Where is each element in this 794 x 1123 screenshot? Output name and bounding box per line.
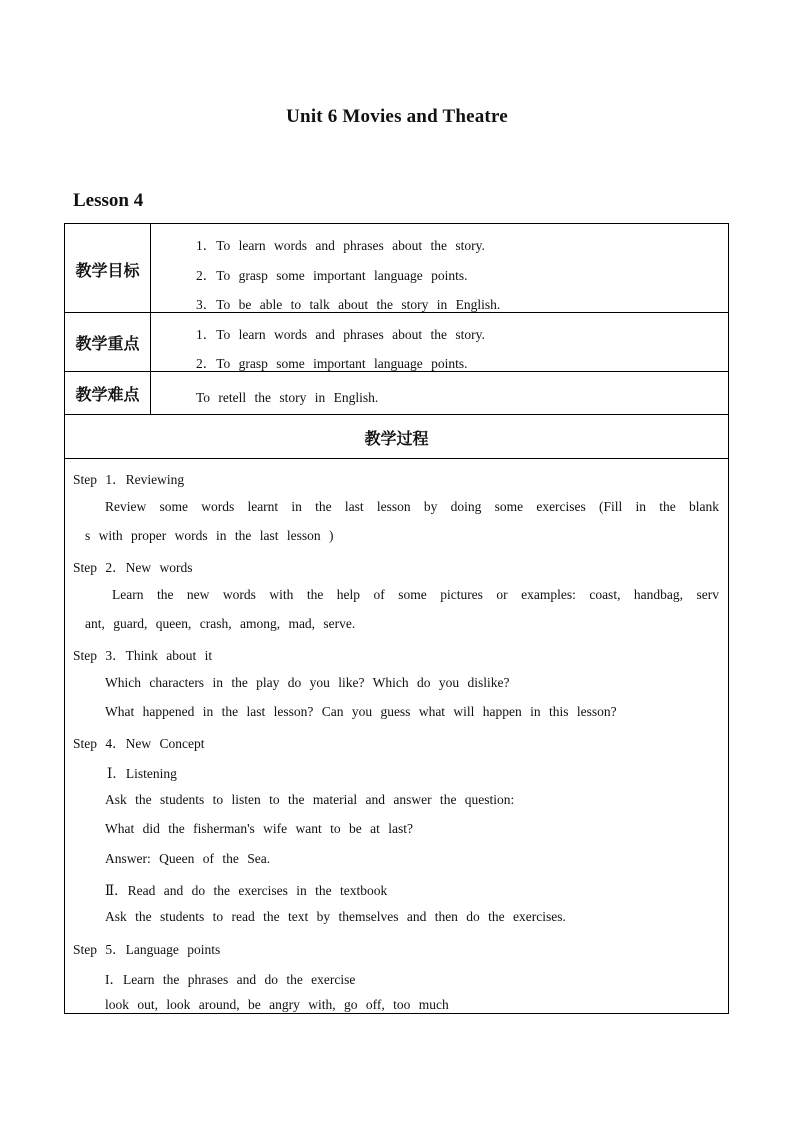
step-heading: Step 1．Reviewing <box>73 472 185 487</box>
process-line: Which characters in the play do you like? Which do you dislike? <box>105 675 510 690</box>
column-divider <box>150 224 151 414</box>
document-title: Unit 6 Movies and Theatre <box>286 106 508 127</box>
difficulty-label: 教学难点 <box>75 385 140 404</box>
step-heading: Step 5．Language points <box>73 942 221 957</box>
goal-item: 2．To grasp some important language points. <box>196 268 468 283</box>
step-heading: Step 4．New Concept <box>73 736 205 751</box>
process-line: s with proper words in the last lesson ) <box>85 528 334 543</box>
row-divider <box>65 458 728 459</box>
process-line: What happened in the last lesson? Can you guess what will happen in this lesson? <box>105 704 617 719</box>
step-heading: Step 3．Think about it <box>73 648 213 663</box>
process-line: ant, guard, queen, crash, among, mad, serve. <box>85 616 356 631</box>
focus-item: 1．To learn words and phrases about the story. <box>196 327 485 342</box>
sub-heading: I．Learn the phrases and do the exercise <box>105 972 356 987</box>
difficulty-text: To retell the story in English. <box>196 390 379 405</box>
process-heading: 教学过程 <box>364 429 429 448</box>
goals-label: 教学目标 <box>75 261 140 280</box>
sub-heading: Ⅰ．Listening <box>107 766 177 781</box>
process-line: Answer: Queen of the Sea. <box>105 851 271 866</box>
focus-item: 2．To grasp some important language points. <box>196 356 468 371</box>
process-line: Review some words learnt in the last lesson by doing some exercises (Fill in the blank <box>105 499 719 514</box>
process-line: Learn the new words with the help of some pictures or examples: coast, handbag, serv <box>112 587 719 602</box>
process-line: Ask the students to read the text by themselves and then do the exercises. <box>105 909 566 924</box>
goal-item: 3．To be able to talk about the story in English. <box>196 297 501 312</box>
lesson-plan-table <box>64 223 729 1014</box>
sub-heading: Ⅱ．Read and do the exercises in the textbook <box>105 883 388 898</box>
row-divider <box>65 414 728 415</box>
process-line: look out, look around, be angry with, go off, too much <box>105 997 449 1012</box>
lesson-heading: Lesson 4 <box>73 190 144 211</box>
goal-item: 1．To learn words and phrases about the story. <box>196 238 485 253</box>
process-line: Ask the students to listen to the material and answer the question: <box>105 792 515 807</box>
process-line: What did the fisherman's wife want to be at last? <box>105 821 413 836</box>
focus-label: 教学重点 <box>75 334 140 353</box>
step-heading: Step 2．New words <box>73 560 193 575</box>
